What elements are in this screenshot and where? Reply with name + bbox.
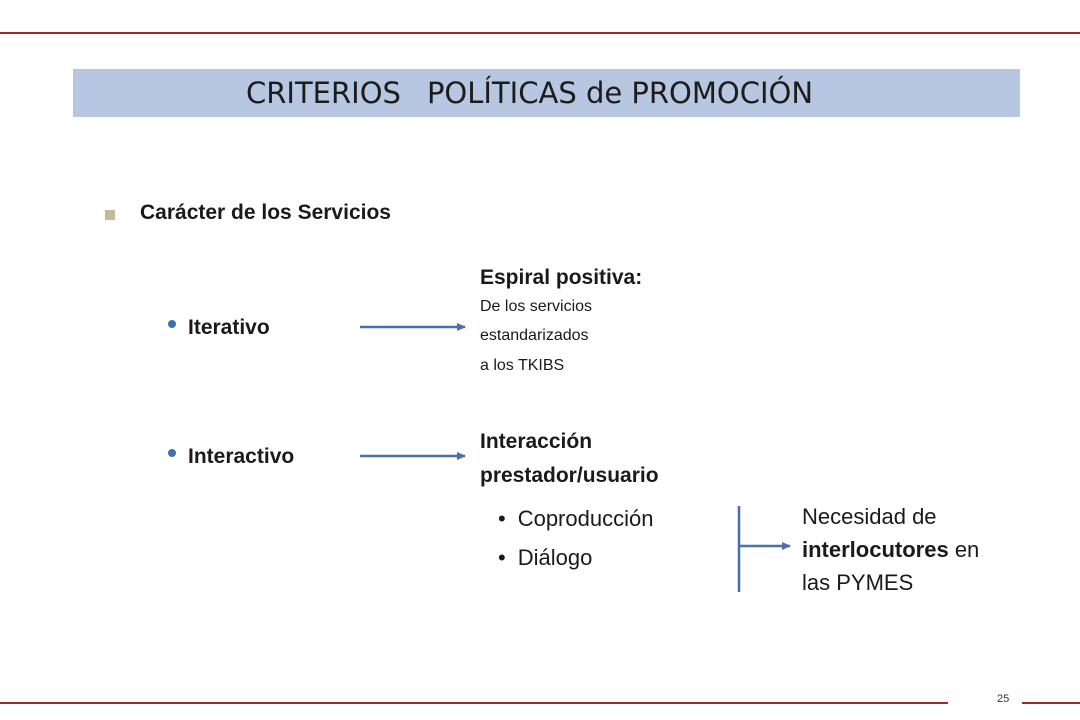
title-criterios: CRITERIOS [246,76,401,110]
interaccion-line-2: prestador/usuario [480,464,659,487]
section-heading: Carácter de los Servicios [140,201,391,224]
espiral-line-2: estandarizados [480,327,589,344]
item-iterativo-label: Iterativo [188,316,270,339]
bullet-coproduccion-label: Coproducción [517,506,654,531]
espiral-title: Espiral positiva: [480,266,643,289]
bottom-rule-left [0,702,948,704]
note-line-3: las PYMES [802,570,914,595]
espiral-line-3: a los TKIBS [480,357,565,374]
title-politicas: POLÍTICAS de PROMOCIÓN [426,76,814,110]
bottom-rule-right [1022,702,1080,704]
bullet-dialogo-label: Diálogo [517,545,593,570]
espiral-line-1: De los servicios [480,298,593,315]
interaccion-line-1: Interacción [480,430,593,453]
item-interactivo-label: Interactivo [188,445,295,468]
note-line-2-rest: en [948,537,980,562]
page-number: 25 [997,693,1010,705]
note-line-1: Necesidad de [802,504,937,529]
bullet-icon: • [498,545,506,570]
bullet-icon: • [498,506,506,531]
note-bold-word: interlocutores [802,537,949,562]
